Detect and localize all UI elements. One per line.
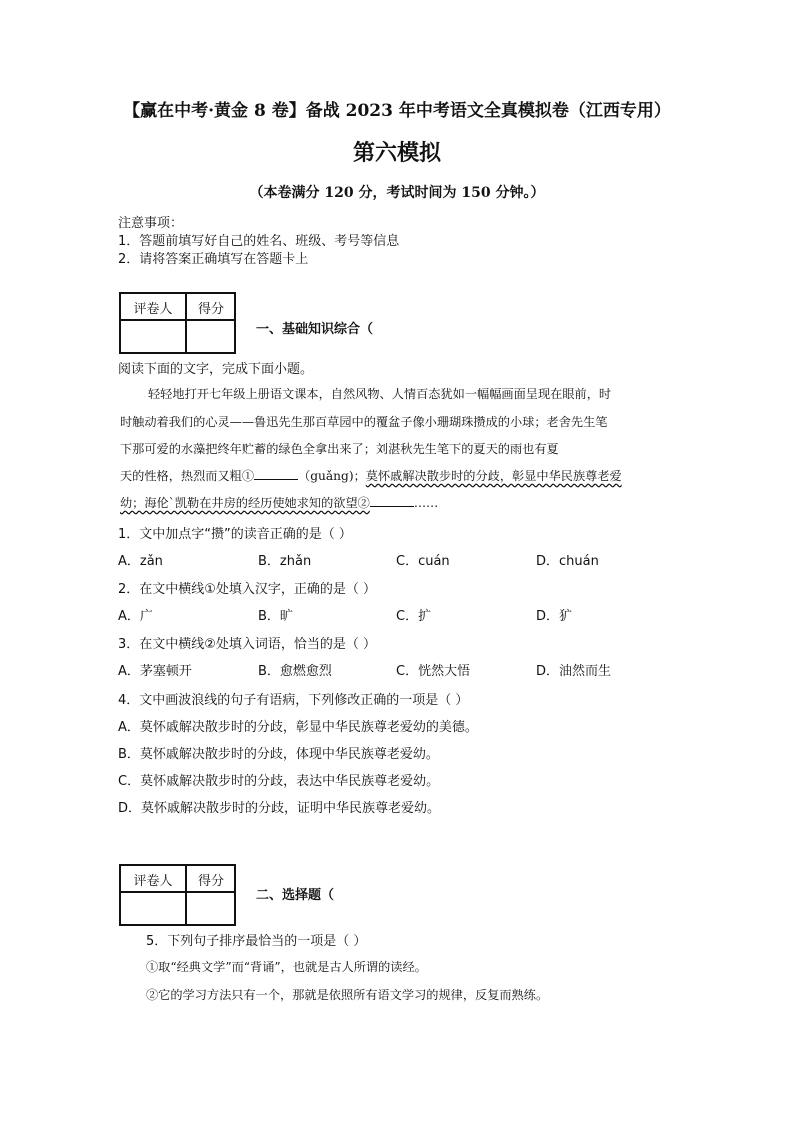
notes-heading: 注意事项： <box>118 216 184 231</box>
blank-2 <box>370 494 414 507</box>
option: A．茅塞顿开 <box>118 664 192 679</box>
passage-text: …… <box>413 496 439 510</box>
option: D．莫怀戚解决散步时的分歧，证明中华民族尊老爱幼。 <box>118 801 441 816</box>
option: D．chuán <box>536 554 599 569</box>
option: A．zǎn <box>118 554 163 569</box>
question-stem: 3．在文中横线②处填入词语，恰当的是（ ） <box>118 637 377 652</box>
passage-line: 下那可爱的水藻把终年贮蓄的绿色全拿出来了；刘湛秋先生笔下的夏天的雨也有夏 <box>120 442 559 456</box>
option: C．莫怀戚解决散步时的分歧，表达中华民族尊老爱幼。 <box>118 774 440 789</box>
section1-instruction: 阅读下面的文字，完成下面小题。 <box>118 362 314 377</box>
section2-title: 二、选择题（ <box>256 888 335 903</box>
sentence-line: ①取“经典文学”而“背诵”，也就是古人所谓的读经。 <box>146 960 427 974</box>
question-stem: 5．下列句子排序最恰当的一项是（ ） <box>146 934 367 949</box>
option: D．犷 <box>536 609 573 624</box>
blank-1 <box>254 467 298 480</box>
question-stem: 2．在文中横线①处填入汉字，正确的是（ ） <box>118 582 377 597</box>
passage-text: （guǎng)； <box>298 469 366 483</box>
passage-line <box>120 494 438 511</box>
section1-title: 一、基础知识综合（ <box>256 322 374 337</box>
option: B．愈燃愈烈 <box>258 664 332 679</box>
option: C．cuán <box>396 554 450 569</box>
grader-table <box>119 292 236 354</box>
option: C．扩 <box>396 609 432 624</box>
option: B．zhǎn <box>258 554 312 569</box>
sentence-line: ②它的学习方法只有一个，那就是依照所有语文学习的规律，反复而熟练。 <box>146 988 549 1002</box>
score-note: （本卷满分 120 分，考试时间为 150 分钟。） <box>249 185 545 201</box>
grader-table <box>119 864 236 926</box>
option: B．旷 <box>258 609 293 624</box>
exam-title: 【赢在中考·黄金 8 卷】备战 2023 年中考语文全真模拟卷（江西专用） <box>123 101 671 121</box>
exam-subtitle: 第六模拟 <box>352 140 441 166</box>
option: A．广 <box>118 609 153 624</box>
wavy-sentence: 幼；海伦`凯勒在井房的经历使她求知的欲望② <box>120 496 370 510</box>
option: C．恍然大悟 <box>396 664 471 679</box>
passage-line: 时触动着我们的心灵——鲁迅先生那百草园中的覆盆子像小珊瑚珠攒成的小球；老舍先生笔 <box>120 415 608 429</box>
grader-label: 评卷人 <box>133 302 173 317</box>
option: B．莫怀戚解决散步时的分歧，体现中华民族尊老爱幼。 <box>118 747 439 762</box>
score-label: 得分 <box>197 874 224 889</box>
grader-label: 评卷人 <box>133 874 173 889</box>
question-stem: 1．文中加点字“攒”的读音正确的是（ ） <box>118 527 352 542</box>
option: A．莫怀戚解决散步时的分歧，彰显中华民族尊老爱幼的美德。 <box>118 720 478 735</box>
question-stem: 4．文中画波浪线的句子有语病，下列修改正确的一项是（ ） <box>118 693 469 708</box>
note-item: 1．答题前填写好自己的姓名、班级、考号等信息 <box>118 234 400 249</box>
wavy-sentence: 莫怀戚解决散步时的分歧，彰显中华民族尊老爱 <box>365 469 622 483</box>
score-label: 得分 <box>197 302 224 317</box>
option: D．油然而生 <box>536 664 612 679</box>
passage-line <box>120 467 622 484</box>
passage-text: 天的性格，热烈而又粗① <box>120 469 255 483</box>
passage-line: 轻轻地打开七年级上册语文课本，自然风物、人情百态犹如一幅幅画面呈现在眼前，时 <box>148 387 612 401</box>
note-item: 2．请将答案正确填写在答题卡上 <box>118 252 309 267</box>
